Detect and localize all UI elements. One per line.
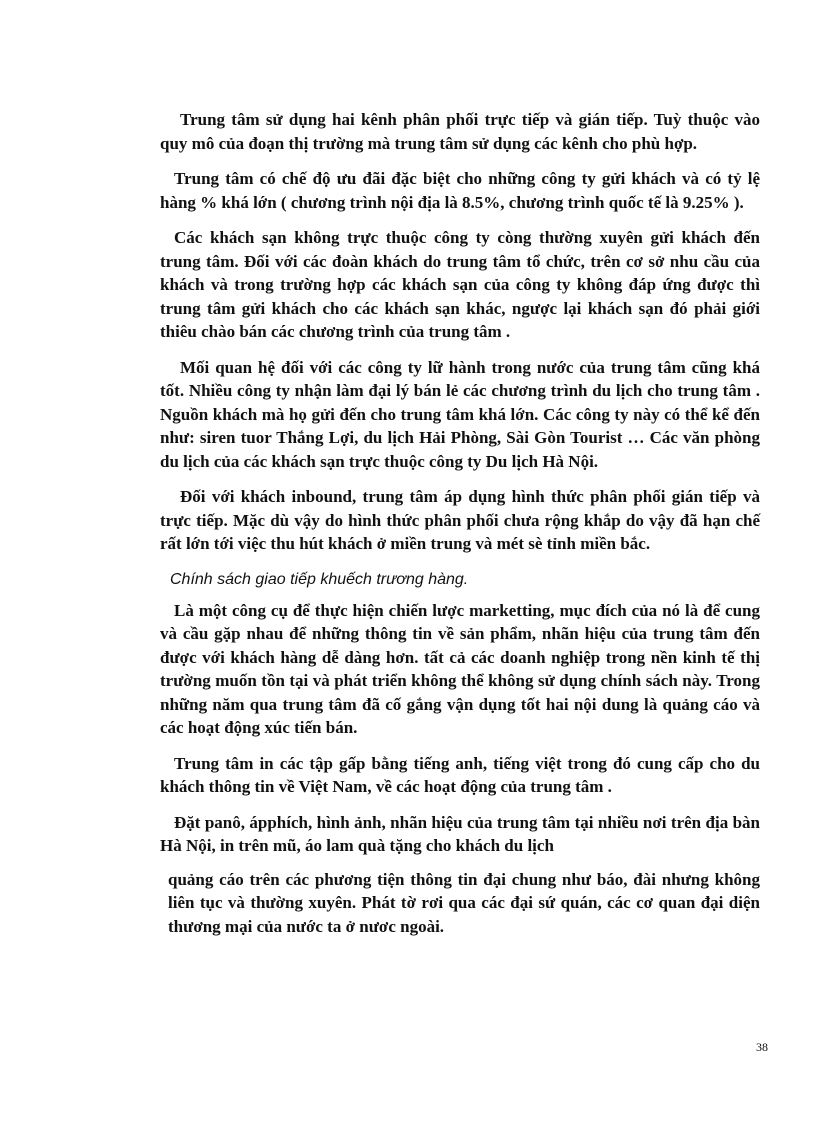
page-content [160,108,760,950]
paragraph-distribution-channels: Trung tâm sử dụng hai kênh phân phối trực tiếp và gián tiếp. Tuỳ thuộc vào quy mô của đoạn thị trường mà trung tâm sử dụng các kênh cho phù hợp. [160,110,760,153]
paragraph-advertising: quảng cáo trên các phương tiện thông tin đại chung như báo, đài nhưng không liên tục và thường xuyên. Phát tờ rơi qua các đại sứ quán, các cơ quan đại diện thương mại của nước ta ở nươc ngoài. [168,869,760,936]
paragraph-travel-companies: Mối quan hệ đối với các công ty lữ hành trong nước của trung tâm cũng khá tốt. Nhiều công ty nhận làm đại lý bán lẻ các chương trình du lịch cho trung tâm . Nguồn khách mà họ gửi đến cho trung tâm khá lớn. Các công ty này có thể kể đến như: siren tuor Thắng Lợi, du lịch Hải Phòng, Sài Gòn Tourist … Các văn phòng du lịch của các khách sạn trực thuộc công ty Du lịch Hà Nội. [160,357,760,471]
paragraph-inbound: Đối với khách inbound, trung tâm áp dụng hình thức phân phối gián tiếp và trực tiếp. Mặc dù vậy do hình thức phân phối chưa rộng khắp do vậy đã hạn chế rất lớn tới việc thu hút khách ở miền trung và mét sè tỉnh miền bắc. [160,487,760,553]
paragraph-promotion-tool: Là một công cụ để thực hiện chiến lược marketting, mục đích của nó là để cung và cầu gặp nhau để những thông tin về sản phẩm, nhãn hiệu của trung tâm đến được với khách hàng dễ dàng hơn. tất cả các doanh nghiệp trong nền kinh tế thị trường muốn tồn tại và phát triển không thể không sử dụng chính sách này. Trong những năm qua trung tâm đã cố gắng vận dụng tốt hai nội dung là quảng cáo và các hoạt động xúc tiến bán. [160,600,760,737]
paragraph-incentives: Trung tâm có chế độ ưu đãi đặc biệt cho những công ty gửi khách và có tỷ lệ hàng % khá lớn ( chương trình nội địa là 8.5%, chương trình quốc tế là 9.25% ). [160,169,760,212]
section-heading: Chính sách giao tiếp khuếch trương hàng. [170,570,469,588]
paragraph-brochures: Trung tâm in các tập gấp bằng tiếng anh, tiếng việt trong đó cung cấp cho du khách thông tin về Việt Nam, về các hoạt động của trung tâm . [160,753,760,796]
paragraph-hotels: Các khách sạn không trực thuộc công ty còng thường xuyên gửi khách đến trung tâm. Đối với các đoàn khách do trung tâm tổ chức, trên cơ sở nhu cầu của khách và trong trường hợp các khách sạn của công ty không đáp ứng được thì trung tâm gửi khách cho các khách sạn khác, ngược lại khách sạn đó phải giới thiêu chào bán các chương trình của trung tâm . [160,228,760,341]
paragraph-billboards: Đặt panô, ápphích, hình ảnh, nhãn hiệu của trung tâm tại nhiều nơi trên địa bàn Hà Nội, in trên mũ, áo lam quà tặng cho khách du lịch [160,812,760,855]
page-number: 38 [756,1040,768,1054]
